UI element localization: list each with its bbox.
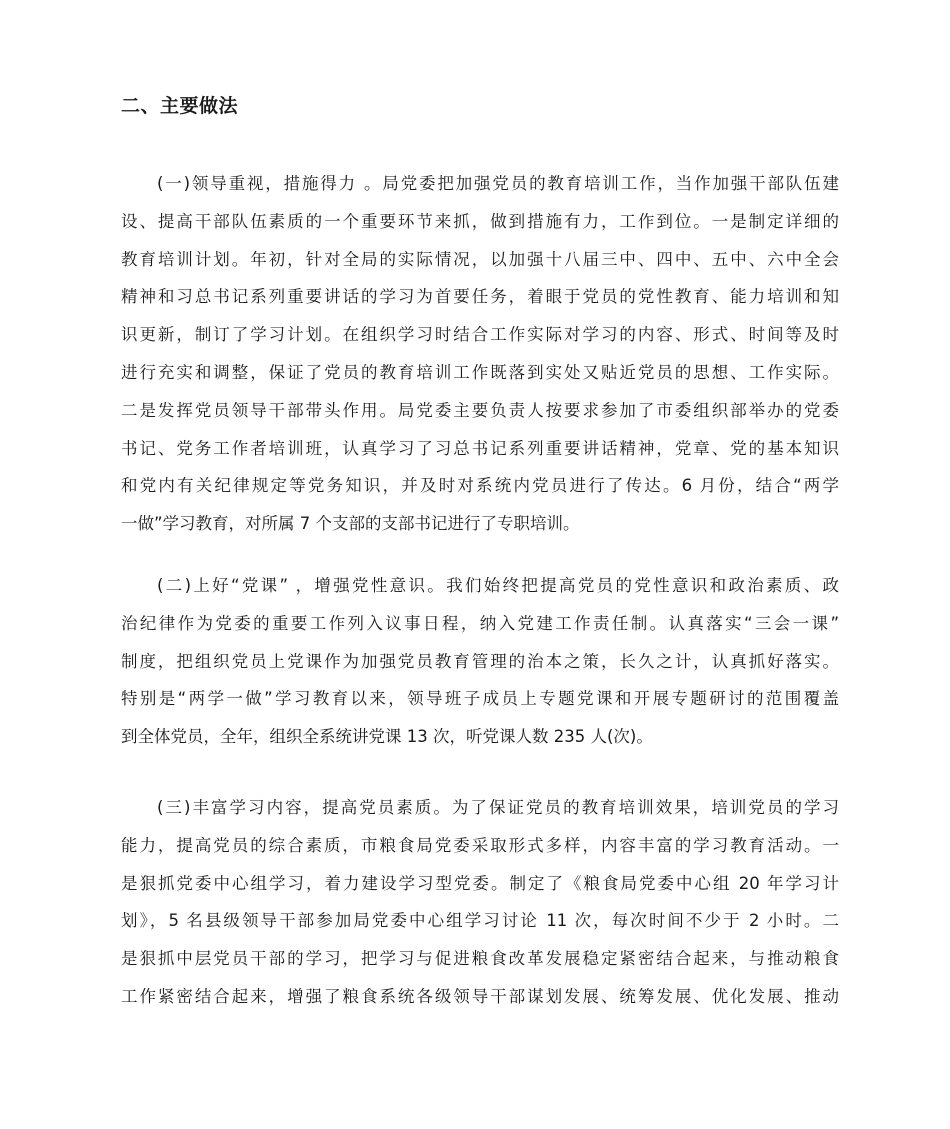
paragraph-leadership — [121, 165, 839, 543]
paragraph-line: 教育培训计划。年初，针对全局的实际情况，以加强十八届三中、四中、五中、六中全会 — [121, 249, 839, 269]
paragraph-line: 特别是“两学一做”学习教育以来，领导班子成员上专题党课和开展专题研讨的范围覆盖 — [121, 689, 839, 709]
paragraph-line: (三)丰富学习内容，提高党员素质。为了保证党员的教育培训效果，培训党员的学习 — [157, 798, 839, 817]
paragraph-line: 进行充实和调整，保证了党员的教育培训工作既落到实处又贴近党员的思想、工作实际。 — [121, 362, 839, 382]
paragraph-line: (二)上好“党课” ，增强党性意识。我们始终把提高党员的党性意识和政治素质、政 — [157, 576, 839, 595]
paragraph-line: 是狠抓党委中心组学习，着力建设学习型党委。制定了《粮食局党委中心组 20 年学习计 — [121, 873, 839, 893]
paragraph-line: 到全体党员，全年，组织全系统讲党课 13 次，听党课人数 235 人(次)。 — [121, 727, 653, 747]
paragraph-study-content — [121, 789, 839, 1016]
paragraph-line: 一做”学习教育，对所属 7 个支部的支部书记进行了专职培训。 — [121, 514, 580, 534]
paragraph-line: 治纪律作为党委的重要工作列入议事日程，纳入党建工作责任制。认真落实“三会一课” — [121, 613, 839, 633]
paragraph-line: 能力，提高党员的综合素质，市粮食局党委采取形式多样，内容丰富的学习教育活动。一 — [121, 835, 839, 855]
paragraph-line: 精神和习总书记系列重要讲话的学习为首要任务，着眼于党员的党性教育、能力培训和知 — [121, 287, 839, 307]
paragraph-line: 二是发挥党员领导干部带头作用。局党委主要负责人按要求参加了市委组织部举办的党委 — [121, 400, 839, 420]
paragraph-line: 是狠抓中层党员干部的学习，把学习与促进粮食改革发展稳定紧密结合起来，与推动粮食 — [121, 949, 839, 969]
paragraph-line: 划》，5 名县级领导干部参加局党委中心组学习讨论 11 次，每次时间不少于 2 小时。二 — [121, 911, 839, 931]
paragraph-line: 书记、党务工作者培训班，认真学习了习总书记系列重要讲话精神，党章、党的基本知识 — [121, 438, 839, 458]
paragraph-line: 制度，把组织党员上党课作为加强党员教育管理的治本之策，长久之计，认真抓好落实。 — [121, 651, 839, 671]
section-heading: 二、主要做法 — [121, 95, 239, 117]
paragraph-line: 工作紧密结合起来，增强了粮食系统各级领导干部谋划发展、统筹发展、优化发展、推动 — [121, 986, 839, 1006]
paragraph-line: (一)领导重视，措施得力 。局党委把加强党员的教育培训工作，当作加强干部队伍建 — [157, 174, 839, 193]
paragraph-line: 设、提高干部队伍素质的一个重要环节来抓，做到措施有力，工作到位。一是制定详细的 — [121, 211, 839, 231]
paragraph-line: 识更新，制订了学习计划。在组织学习时结合工作实际对学习的内容、形式、时间等及时 — [121, 325, 839, 345]
paragraph-line: 和党内有关纪律规定等党务知识，并及时对系统内党员进行了传达。6 月份，结合“两学 — [121, 476, 839, 496]
paragraph-party-lecture — [121, 567, 839, 756]
